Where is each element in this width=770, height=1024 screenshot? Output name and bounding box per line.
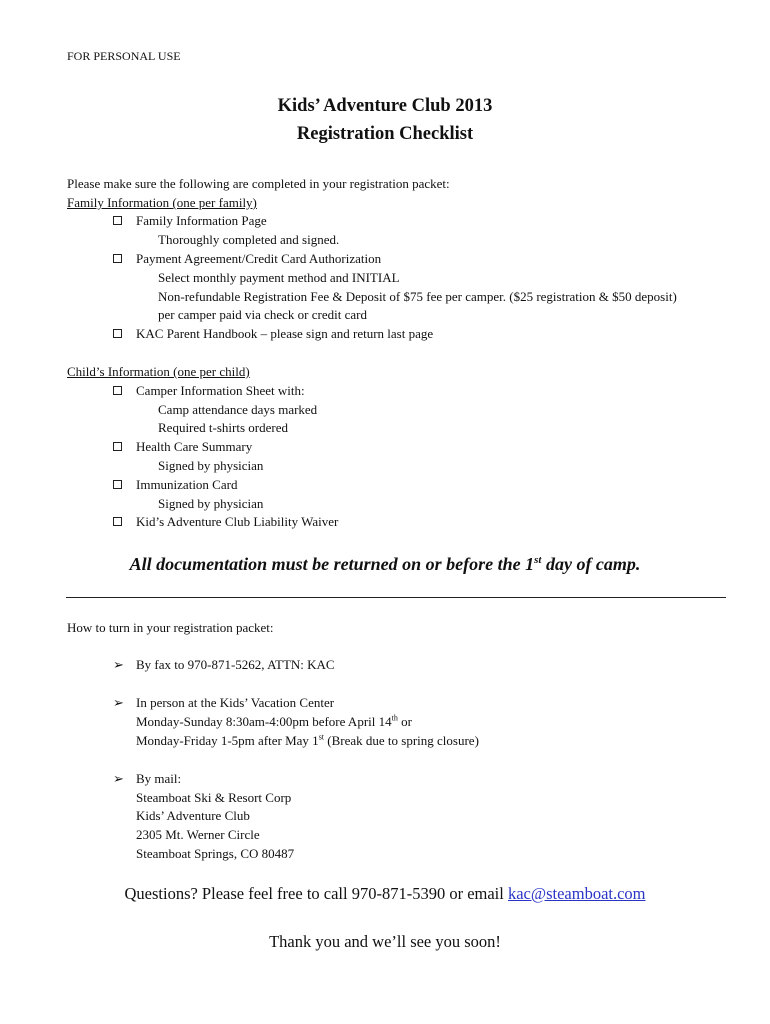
- child-item-3-sub-1: Signed by physician: [158, 496, 264, 511]
- in-person-hours-1-end: or: [397, 714, 412, 729]
- checkbox-payment-agreement[interactable]: [113, 251, 122, 267]
- checkbox-icon: [113, 517, 122, 526]
- checkbox-icon: [113, 216, 122, 225]
- howto-heading: How to turn in your registration packet:: [67, 620, 274, 635]
- family-item-2-sub-3: per camper paid via check or credit card: [158, 307, 367, 322]
- in-person-hours-1: [136, 714, 412, 730]
- personal-use-note: FOR PERSONAL USE: [67, 49, 181, 63]
- mail-option: By mail:: [136, 771, 182, 786]
- in-person-hours-2-end: (Break due to spring closure): [324, 733, 479, 748]
- checkbox-icon: [113, 386, 122, 395]
- in-person-hours-2-sup: st: [318, 732, 325, 742]
- child-section-heading: Child’s Information (one per child): [67, 364, 250, 379]
- checkbox-icon: [113, 329, 122, 338]
- family-item-1-sub-1: Thoroughly completed and signed.: [158, 232, 340, 247]
- child-item-1: Camper Information Sheet with:: [136, 383, 305, 398]
- child-item-2-sub-1: Signed by physician: [158, 458, 264, 473]
- in-person-option: In person at the Kids’ Vacation Center: [136, 695, 335, 710]
- questions-text: Questions? Please feel free to call 970-871-5390 or email: [124, 884, 508, 903]
- family-section-heading: Family Information (one per family): [67, 195, 257, 210]
- in-person-hours-2-text: Monday-Friday 1-5pm after May 1: [136, 733, 319, 748]
- checkbox-icon: [113, 480, 122, 489]
- checkbox-health-care[interactable]: [113, 439, 122, 455]
- family-item-2-sub-2: Non-refundable Registration Fee & Deposit of $75 fee per camper. ($25 registration & $50 deposit): [158, 289, 677, 304]
- title-line-1: Kids’ Adventure Club 2013: [277, 96, 493, 116]
- in-person-hours-1-text: Monday-Sunday 8:30am-4:00pm before April 14: [136, 714, 392, 729]
- mail-address-line-1: Steamboat Ski & Resort Corp: [136, 790, 292, 805]
- arrow-bullet-icon: ➢: [113, 695, 124, 710]
- child-item-1-sub-2: Required t-shirts ordered: [158, 420, 288, 435]
- family-item-2: Payment Agreement/Credit Card Authorization: [136, 251, 382, 266]
- checkbox-icon: [113, 442, 122, 451]
- arrow-bullet-icon: ➢: [113, 657, 124, 672]
- fax-option: By fax to 970-871-5262, ATTN: KAC: [136, 657, 335, 672]
- child-item-2: Health Care Summary: [136, 439, 253, 454]
- family-item-2-sub-1: Select monthly payment method and INITIAL: [158, 270, 400, 285]
- in-person-hours-1-sup: th: [391, 713, 398, 723]
- checkbox-immunization[interactable]: [113, 477, 122, 493]
- child-item-4: Kid’s Adventure Club Liability Waiver: [136, 514, 339, 529]
- horizontal-divider: [66, 597, 726, 598]
- email-link[interactable]: kac@steamboat.com: [507, 884, 646, 903]
- family-item-1: Family Information Page: [136, 213, 267, 228]
- checkbox-parent-handbook[interactable]: [113, 326, 122, 342]
- intro-text: Please make sure the following are completed in your registration packet:: [67, 176, 450, 191]
- thank-you-text: Thank you and we’ll see you soon!: [269, 932, 501, 951]
- checkbox-icon: [113, 254, 122, 263]
- family-item-3: KAC Parent Handbook – please sign and return last page: [136, 326, 434, 341]
- arrow-bullet-icon: ➢: [113, 771, 124, 786]
- in-person-hours-2: [136, 733, 479, 749]
- deadline-notice: [0, 553, 770, 575]
- mail-address-line-2: Kids’ Adventure Club: [136, 808, 250, 823]
- child-item-3: Immunization Card: [136, 477, 238, 492]
- checkbox-camper-info[interactable]: [113, 383, 122, 399]
- deadline-notice-text: All documentation must be returned on or before the 1: [129, 554, 535, 574]
- checkbox-liability-waiver[interactable]: [113, 514, 122, 530]
- checkbox-family-info[interactable]: [113, 213, 122, 229]
- mail-address-line-4: Steamboat Springs, CO 80487: [136, 846, 295, 861]
- deadline-notice-end: day of camp.: [541, 554, 641, 574]
- child-item-1-sub-1: Camp attendance days marked: [158, 402, 318, 417]
- title-line-2: Registration Checklist: [296, 124, 474, 144]
- mail-address-line-3: 2305 Mt. Werner Circle: [136, 827, 260, 842]
- questions-line: [0, 884, 770, 904]
- deadline-notice-sup: st: [534, 554, 542, 566]
